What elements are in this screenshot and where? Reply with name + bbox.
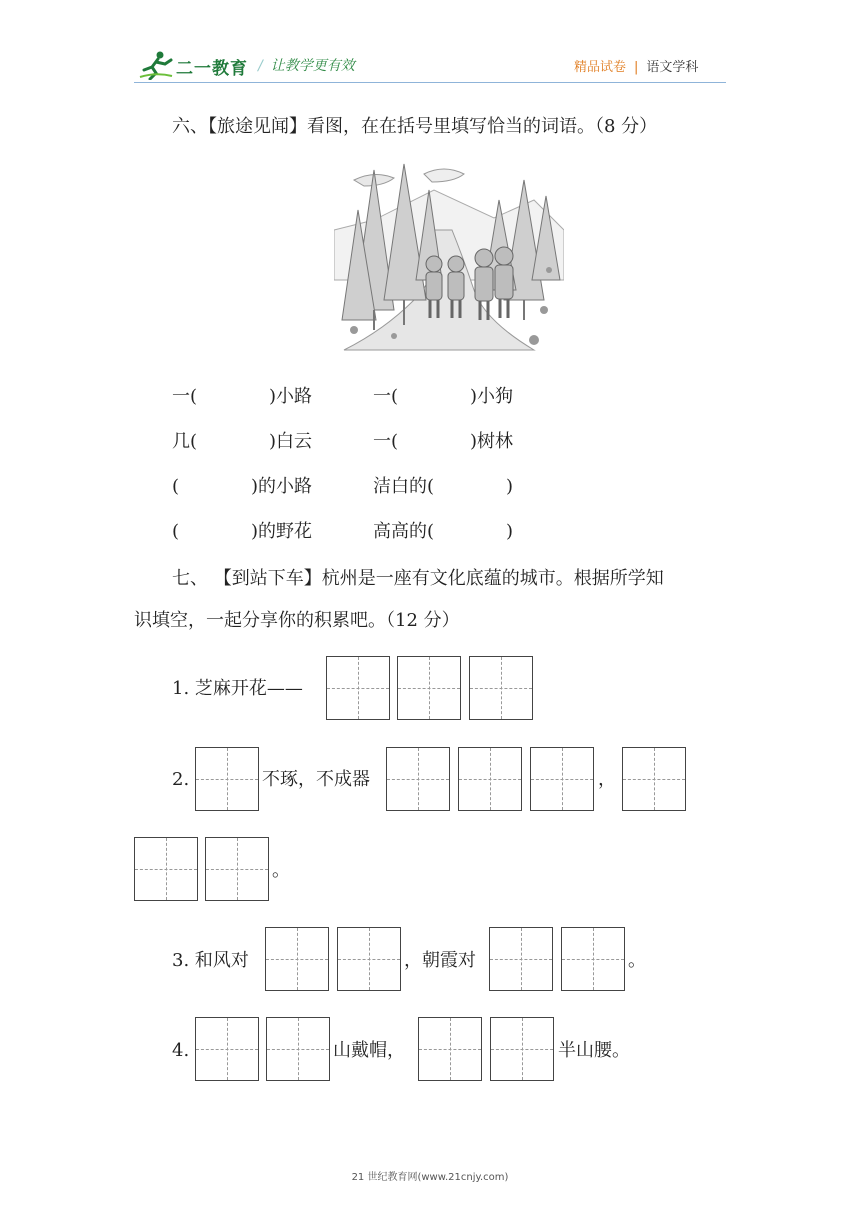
blank-row-2-col-2: 一( )树林 [373,431,514,452]
q4-grid-1[interactable] [195,1017,259,1081]
q2-end: 。 [272,860,290,881]
header-slogan [258,55,355,75]
header-separator: | [634,60,639,75]
forest-path-illustration [334,160,564,366]
blank-row-4-col-2: 高高的( ) [373,521,514,542]
q1-grid-1[interactable] [326,656,390,720]
q2-grid-2[interactable] [386,747,450,811]
quality-label: 精品试卷 [574,60,627,75]
logo-runner-icon [138,50,174,80]
q4-mid: 山戴帽， [333,1040,405,1061]
q4-number: 4. [172,1040,190,1061]
blank-row-1-col-1: 一( )小路 [172,386,313,407]
q2-number: 2. [172,769,190,790]
blank-row-4-col-1: ( )的野花 [172,521,313,542]
slogan-text: 让教学更有效 [270,58,355,74]
subject-label: 语文学科 [646,60,699,75]
q1-prefix: 1. 芝麻开花—— [172,678,303,699]
q2-grid-1[interactable] [195,747,259,811]
q2-grid-3[interactable] [458,747,522,811]
q3-grid-3[interactable] [489,927,553,991]
q3-grid-2[interactable] [337,927,401,991]
slogan-slash: / [258,58,263,74]
section6-title: 六、【旅途见闻】看图，在在括号里填写恰当的词语。（8 分） [172,116,658,137]
blank-row-3-col-2: 洁白的( ) [373,476,514,497]
q4-end: 半山腰。 [558,1040,630,1061]
section7-title-line1: 七、 【到站下车】杭州是一座有文化底蕴的城市。根据所学知 [172,568,664,589]
q3-grid-1[interactable] [265,927,329,991]
q4-grid-4[interactable] [490,1017,554,1081]
blank-row-1-col-2: 一( )小狗 [373,386,514,407]
q3-mid: ，朝霞对 [404,950,476,971]
q2-grid-7[interactable] [205,837,269,901]
q2-grid-4[interactable] [530,747,594,811]
header-right [574,56,698,75]
section7-title-line2: 识填空，一起分享你的积累吧。（12 分） [134,610,460,631]
q2-text: 不琢，不成器 [262,769,370,790]
logo-text: 二一教育 [176,59,248,79]
q1-grid-3[interactable] [469,656,533,720]
q3-prefix: 3. 和风对 [172,950,249,971]
q2-grid-5[interactable] [622,747,686,811]
q2-grid-6[interactable] [134,837,198,901]
q2-comma: ， [598,769,616,790]
q1-grid-2[interactable] [397,656,461,720]
header-divider [134,82,726,83]
blank-row-3-col-1: ( )的小路 [172,476,313,497]
q3-grid-4[interactable] [561,927,625,991]
page-footer: 21 世纪教育网(www.21cnjy.com) [351,1172,509,1183]
q3-end: 。 [628,950,646,971]
q4-grid-2[interactable] [266,1017,330,1081]
blank-row-2-col-1: 几( )白云 [172,431,313,452]
q4-grid-3[interactable] [418,1017,482,1081]
